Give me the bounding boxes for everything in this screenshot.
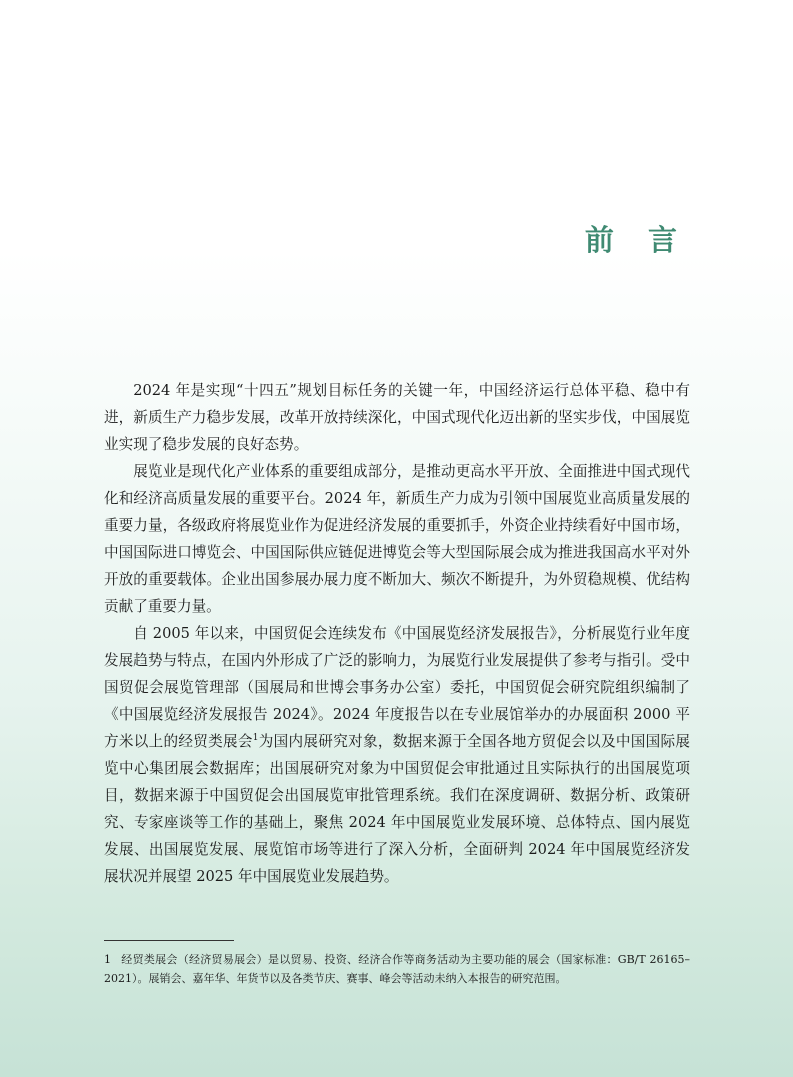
paragraph-3-part-2: 为国内展研究对象，数据来源于全国各地方贸促会以及中国国际展览中心集团展会数据库；出国展研究对象为中国贸促会审批通过且实际执行的出国展览项目，数据来源于中国贸促会出国展览审批管理系统。我们在深度调研、数据分析、政策研究、专家座谈等工作的基础上，聚焦 2024 年中国展览业发展环境、总体特点、国内展览发展、出国展览发展、展览馆市场等进行了深入分析，全面研判 2024 年中国展览经济发展状况并展望 2025 年中国展览业发展趋势。 — [104, 733, 690, 885]
page-title: 前 言 — [584, 223, 689, 257]
paragraph-3 — [104, 620, 690, 890]
paragraph-2: 展览业是现代化产业体系的重要组成部分，是推动更高水平开放、全面推进中国式现代化和经济高质量发展的重要平台。2024 年，新质生产力成为引领中国展览业高质量发展的重要力量，各级政府将展览业作为促进经济发展的重要抓手，外资企业持续看好中国市场，中国国际进口博览会、中国国际供应链促进博览会等大型国际展会成为推进我国高水平对外开放的重要载体。企业出国参展办展力度不断加大、频次不断提升，为外贸稳规模、优结构贡献了重要力量。 — [104, 463, 690, 615]
paragraph-1: 2024 年是实现“十四五”规划目标任务的关键一年，中国经济运行总体平稳、稳中有进，新质生产力稳步发展，改革开放持续深化，中国式现代化迈出新的坚实步伐，中国展览业实现了稳步发展的良好态势。 — [104, 382, 690, 453]
footnote-number: 1 — [104, 953, 111, 966]
footnote-reference: 1 — [252, 733, 259, 743]
footnote-divider — [104, 940, 234, 941]
body-text — [104, 377, 690, 890]
paragraph-3-part-1: 自 2005 年以来，中国贸促会连续发布《中国展览经济发展报告》，分析展览行业年度发展趋势与特点，在国内外形成了广泛的影响力，为展览行业发展提供了参考与指引。受中国贸促会展览管理部（国展局和世博会事务办公室）委托，中国贸促会研究院组织编制了《中国展览经济发展报告 2024》。2024 年度报告以在专业展馆举办的办展面积 2000 平方米以上的经贸类展会 — [104, 625, 690, 750]
footnote — [104, 950, 690, 988]
footnote-text: 经贸类展会（经济贸易展会）是以贸易、投资、经济合作等商务活动为主要功能的展会（国家标准：GB/T 26165–2021）。展销会、嘉年华、年货节以及各类节庆、赛事、峰会等活动未纳入本报告的研究范围。 — [104, 953, 690, 985]
